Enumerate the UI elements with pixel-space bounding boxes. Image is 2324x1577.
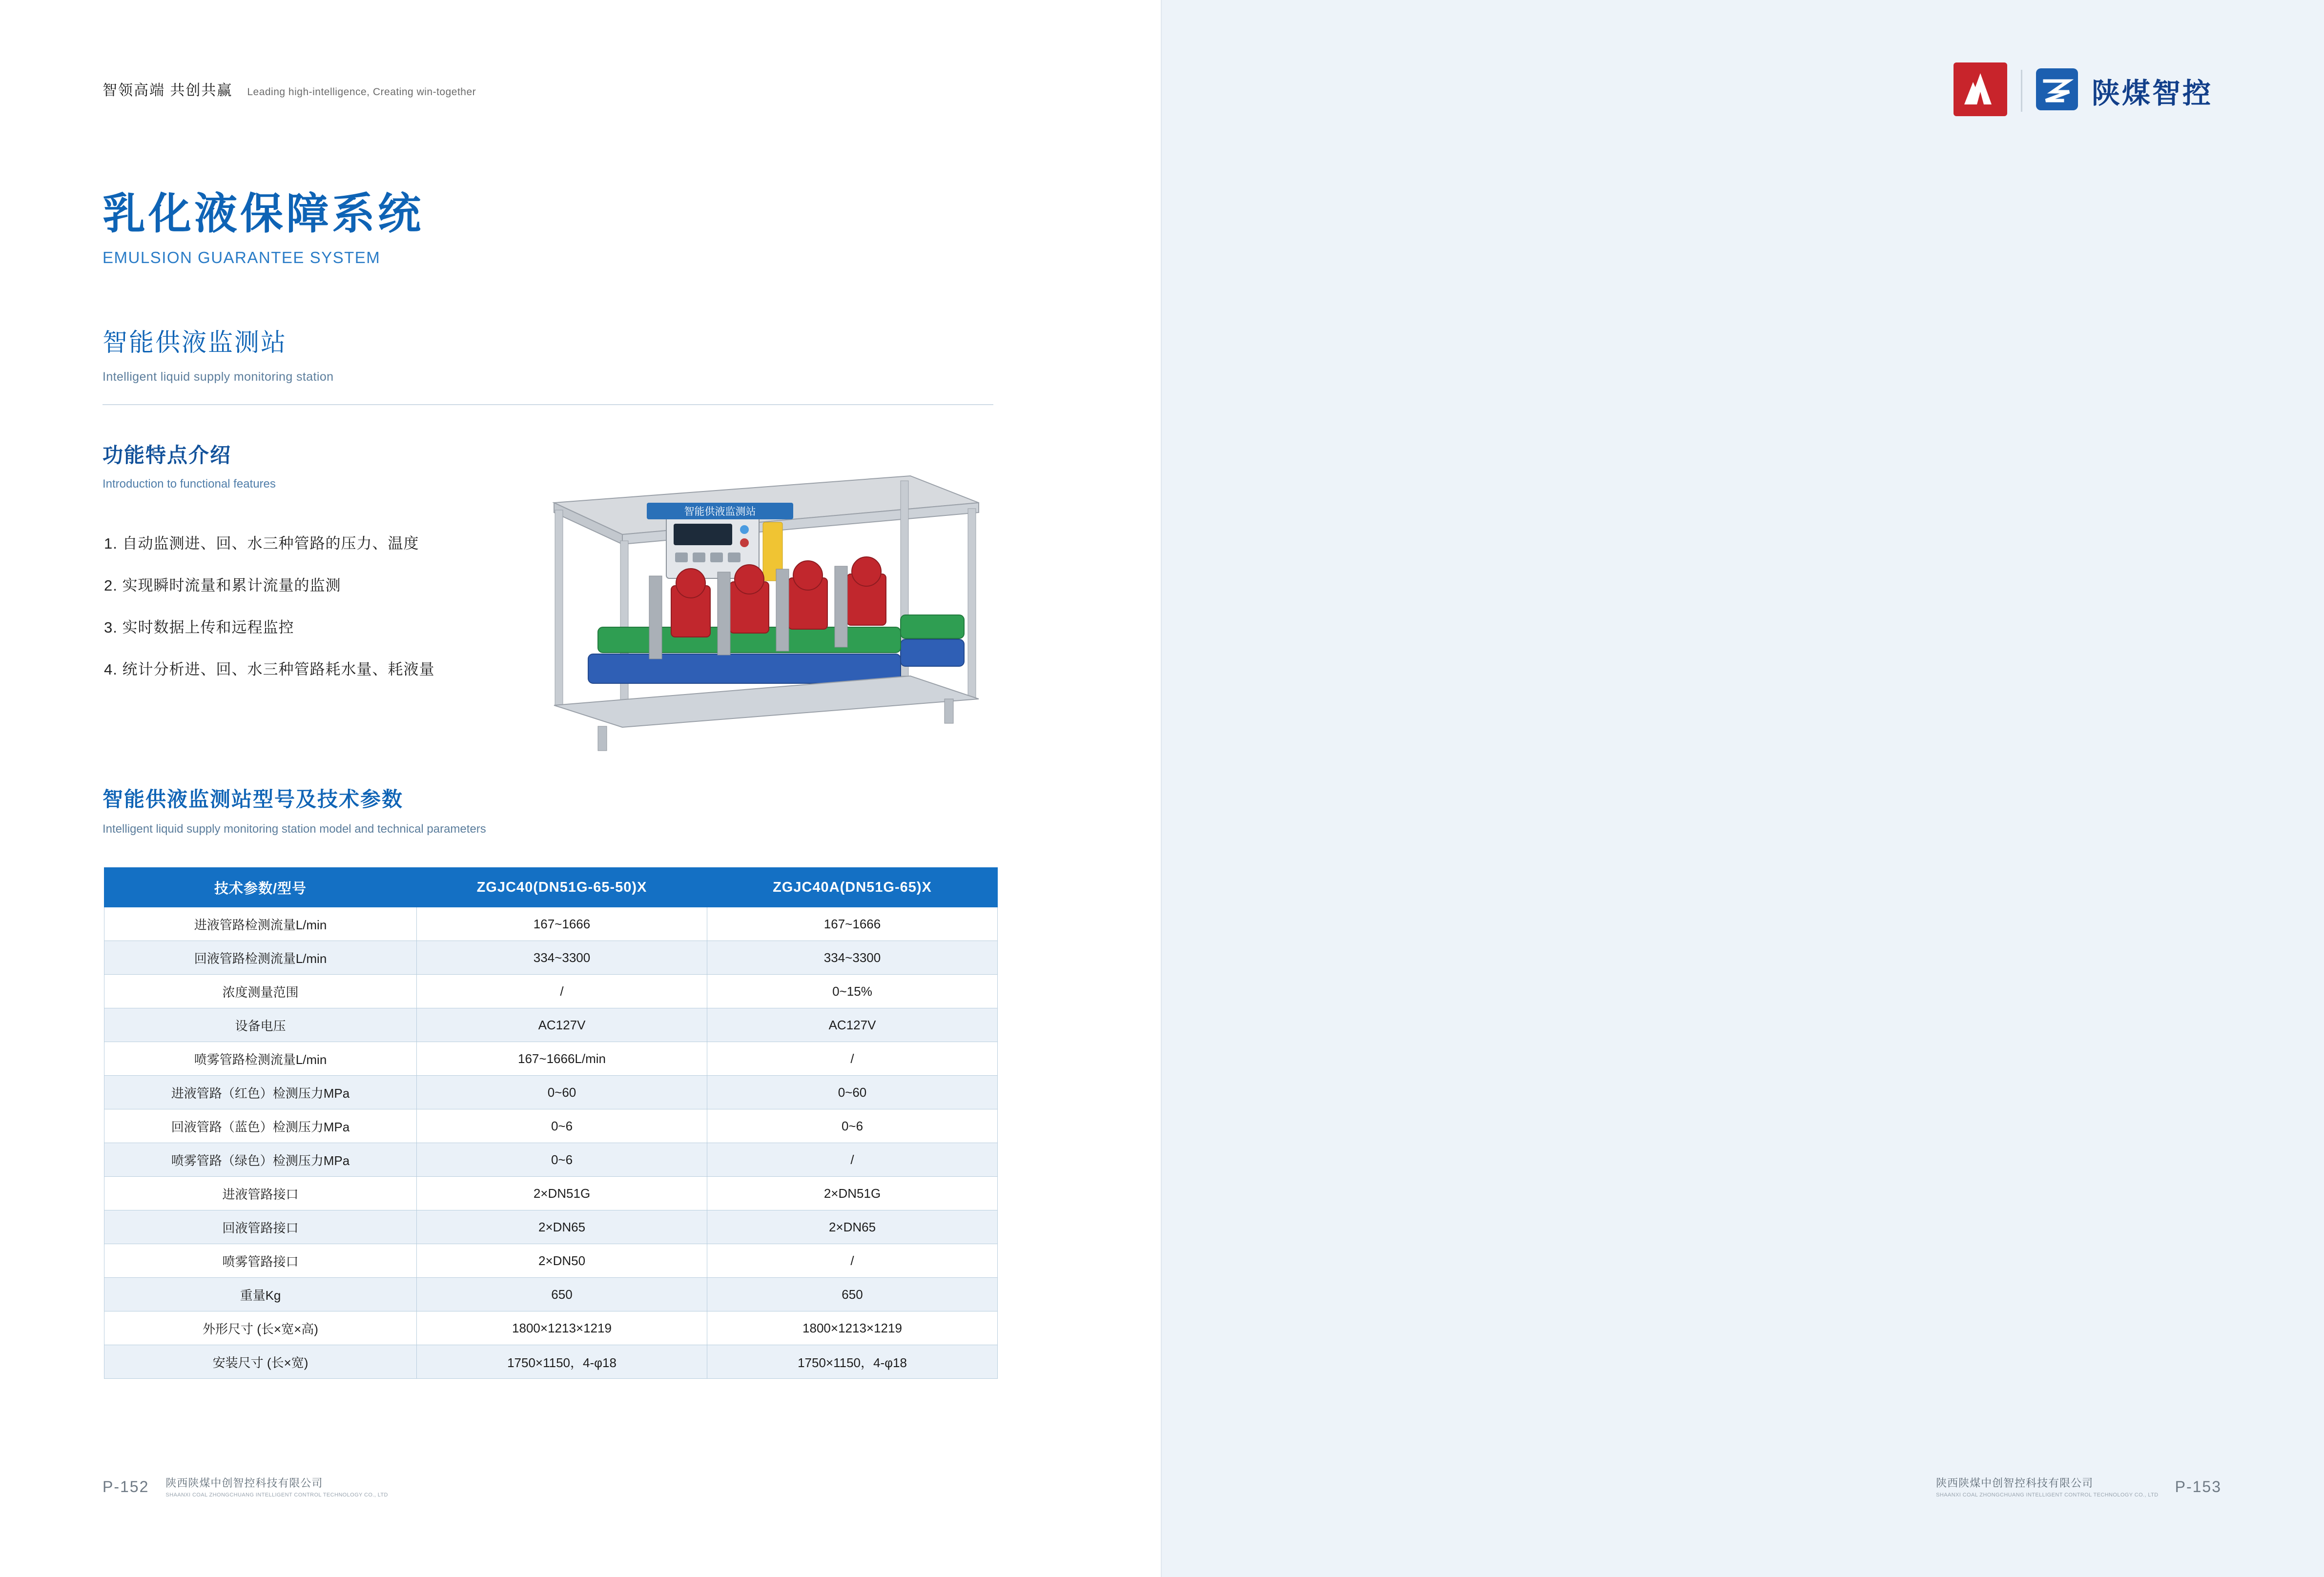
table-cell: 2×DN50 <box>417 1244 707 1278</box>
table-row <box>104 907 998 941</box>
features-list <box>104 532 543 700</box>
table-cell: / <box>707 1042 998 1076</box>
slogan <box>103 78 476 100</box>
features-heading-cn: 功能特点介绍 <box>103 444 232 467</box>
table-cell: 0~60 <box>417 1076 707 1109</box>
table-row <box>104 1143 998 1177</box>
table-cell: 2×DN65 <box>707 1210 998 1244</box>
footer-company-en: SHAANXI COAL ZHONGCHUANG INTELLIGENT CONTROL TECHNOLOGY CO., LTD <box>165 1492 388 1498</box>
list-item: 3. 实时数据上传和远程监控 <box>104 619 294 636</box>
section-title <box>103 322 996 384</box>
table-cell: 0~6 <box>417 1143 707 1177</box>
table-cell: 167~1666 <box>417 907 707 941</box>
table-row <box>104 1042 998 1076</box>
shaanxi-coal-group-logo-icon <box>1954 62 2007 119</box>
table-cell: 2×DN51G <box>707 1177 998 1210</box>
logo-divider <box>2021 70 2022 112</box>
table-cell: 重量Kg <box>104 1278 417 1311</box>
list-item: 4. 统计分析进、回、水三种管路耗水量、耗液量 <box>104 661 435 678</box>
table-cell: 设备电压 <box>104 1008 417 1042</box>
svg-text:智能供液监测站: 智能供液监测站 <box>684 506 756 517</box>
table-cell: 喷雾管路接口 <box>104 1244 417 1278</box>
table-cell: / <box>707 1143 998 1177</box>
table-row <box>104 1210 998 1244</box>
table-cell: 2×DN65 <box>417 1210 707 1244</box>
footer-company <box>165 1475 388 1499</box>
table-row <box>104 1109 998 1143</box>
table-cell: 外形尺寸 (长×宽×高) <box>104 1311 417 1345</box>
table-cell: 喷雾管路（绿色）检测压力MPa <box>104 1143 417 1177</box>
footer-company-en: SHAANXI COAL ZHONGCHUANG INTELLIGENT CONTROL TECHNOLOGY CO., LTD <box>1936 1492 2159 1498</box>
table-cell: 进液管路检测流量L/min <box>104 907 417 941</box>
table-row <box>104 941 998 975</box>
table-cell: 进液管路接口 <box>104 1177 417 1210</box>
table-cell: / <box>707 1244 998 1278</box>
table-cell: 650 <box>417 1278 707 1311</box>
right-page <box>1162 0 2324 1577</box>
page-title-en: EMULSION GUARANTEE SYSTEM <box>103 248 381 266</box>
divider <box>103 404 993 405</box>
table-row <box>104 1177 998 1210</box>
page-number: P-153 <box>2175 1478 2221 1495</box>
footer-left <box>103 1475 388 1499</box>
table-row <box>104 1345 998 1379</box>
table-heading <box>103 783 486 836</box>
table-header-cell: 技术参数/型号 <box>104 868 417 907</box>
page-title <box>103 190 424 267</box>
table-row <box>104 975 998 1008</box>
slogan-en: Leading high-intelligence, Creating win-together <box>247 86 476 98</box>
table-cell: 0~15% <box>707 975 998 1008</box>
features-heading <box>103 439 276 491</box>
table-cell: 回液管路检测流量L/min <box>104 941 417 975</box>
table-cell: 1750×1150，4-φ18 <box>417 1345 707 1379</box>
table-heading-en: Intelligent liquid supply monitoring station model and technical parameters <box>103 822 486 836</box>
table-cell: AC127V <box>417 1008 707 1042</box>
table-cell: 回液管路（蓝色）检测压力MPa <box>104 1109 417 1143</box>
table-row <box>104 1278 998 1311</box>
table-row <box>104 1008 998 1042</box>
zhikong-logo-icon <box>2036 68 2078 113</box>
table-cell: 650 <box>707 1278 998 1311</box>
table-cell: 喷雾管路检测流量L/min <box>104 1042 417 1076</box>
table-cell: 回液管路接口 <box>104 1210 417 1244</box>
table-cell: 浓度测量范围 <box>104 975 417 1008</box>
table-cell: AC127V <box>707 1008 998 1042</box>
table-cell: 0~6 <box>417 1109 707 1143</box>
features-heading-en: Introduction to functional features <box>103 477 276 491</box>
table-cell: 安装尺寸 (长×宽) <box>104 1345 417 1379</box>
page-number: P-152 <box>103 1478 149 1495</box>
spec-table <box>104 867 998 1379</box>
table-cell: 334~3300 <box>417 941 707 975</box>
table-cell: 2×DN51G <box>417 1177 707 1210</box>
table-cell: 0~60 <box>707 1076 998 1109</box>
section-title-cn: 智能供液监测站 <box>103 328 288 356</box>
table-header-row <box>104 868 998 907</box>
table-cell: 1750×1150，4-φ18 <box>707 1345 998 1379</box>
table-cell: 1800×1213×1219 <box>707 1311 998 1345</box>
table-heading-cn: 智能供液监测站型号及技术参数 <box>103 788 404 811</box>
list-item: 1. 自动监测进、回、水三种管路的压力、温度 <box>104 535 419 552</box>
table-cell: 0~6 <box>707 1109 998 1143</box>
footer-company-cn: 陕西陕煤中创智控科技有限公司 <box>1936 1477 2094 1489</box>
table-cell: 334~3300 <box>707 941 998 975</box>
table-cell: 1800×1213×1219 <box>417 1311 707 1345</box>
table-row <box>104 1244 998 1278</box>
footer-company <box>1936 1475 2159 1499</box>
page-title-cn: 乳化液保障系统 <box>103 189 424 238</box>
table-row <box>104 1311 998 1345</box>
list-item: 2. 实现瞬时流量和累计流量的监测 <box>104 577 341 594</box>
brand-name: 陕煤智控 <box>2091 77 2213 109</box>
table-cell: 167~1666 <box>707 907 998 941</box>
table-row <box>104 1076 998 1109</box>
table-header-cell: ZGJC40A(DN51G-65)X <box>707 868 998 907</box>
table-cell: 167~1666L/min <box>417 1042 707 1076</box>
table-cell: / <box>417 975 707 1008</box>
section-title-en: Intelligent liquid supply monitoring station <box>103 370 334 384</box>
table-cell: 进液管路（红色）检测压力MPa <box>104 1076 417 1109</box>
table-header-cell: ZGJC40(DN51G-65-50)X <box>417 868 707 907</box>
footer-company-cn: 陕西陕煤中创智控科技有限公司 <box>165 1477 323 1489</box>
slogan-cn: 智领高端 共创共赢 <box>103 82 233 99</box>
footer-right <box>1936 1475 2221 1499</box>
product-photo <box>525 430 993 771</box>
brand-logo <box>1954 62 2213 119</box>
